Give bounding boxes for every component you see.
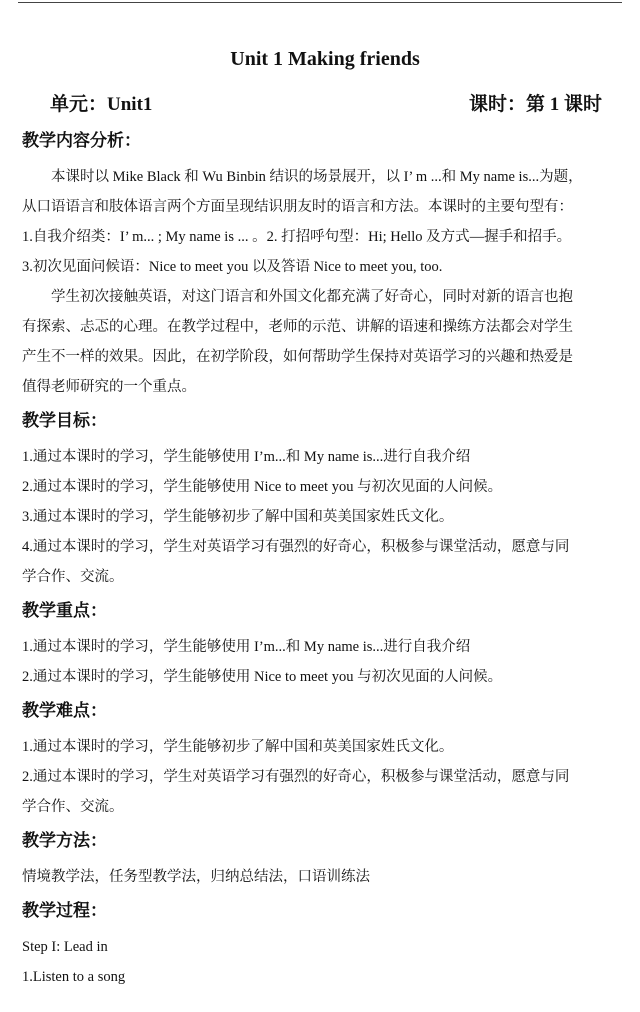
goals-section [22,408,628,592]
paragraph-line: 从口语语言和肢体语言两个方面呈现结识朋友时的语言和方法。本课时的主要句型有： [22,199,573,215]
list-item: 4.通过本课时的学习，学生对英语学习有强烈的好奇心，积极参与课堂活动，愿意与同 [22,539,570,555]
list-item: 1.通过本课时的学习，学生能够初步了解中国和英美国家姓氏文化。 [22,739,454,755]
document-page [22,44,628,998]
section-heading-analysis: 教学内容分析： [22,131,141,150]
list-item: 1.通过本课时的学习，学生能够使用 I’m...和 My name is...进行自我介绍 [22,449,471,465]
list-item: 2.通过本课时的学习，学生对英语学习有强烈的好奇心，积极参与课堂活动，愿意与同 [22,769,570,785]
section-heading-methods: 教学方法： [22,831,107,850]
unit-label: 单元：Unit1 [50,94,153,115]
section-heading-process: 教学过程： [22,901,107,920]
methods-section [22,828,628,892]
difficulties-section [22,698,628,822]
list-item: 1.Listen to a song [22,969,126,985]
paragraph-line: 学生初次接触英语，对这门语言和外国文化都充满了好奇心，同时对新的语言也抱 [51,289,573,305]
process-section [22,898,628,992]
section-heading-key-points: 教学重点： [22,601,107,620]
list-item: 学合作、交流。 [22,569,124,585]
list-item: 情境教学法，任务型教学法，归纳总结法，口语训练法 [22,869,370,885]
paragraph-line: 有探索、忐忑的心理。在教学过程中，老师的示范、讲解的语速和操练方法都会对学生 [22,319,573,335]
document-title: Unit 1 Making friends [230,48,420,70]
paragraph-line: 3.初次见面问候语：Nice to meet you 以及答语 Nice to meet you, too. [22,259,443,275]
section-heading-difficulties: 教学难点： [22,701,107,720]
list-item: Step I: Lead in [22,939,108,955]
list-item: 3.通过本课时的学习，学生能够初步了解中国和英美国家姓氏文化。 [22,509,454,525]
top-rule [18,2,622,3]
list-item: 1.通过本课时的学习，学生能够使用 I’m...和 My name is...进行自我介绍 [22,639,471,655]
paragraph-line: 值得老师研究的一个重点。 [22,379,196,395]
list-item: 2.通过本课时的学习，学生能够使用 Nice to meet you 与初次见面的人问候。 [22,479,503,495]
paragraph-line: 产生不一样的效果。因此，在初学阶段，如何帮助学生保持对英语学习的兴趣和热爱是 [22,349,573,365]
paragraph-line: 1.自我介绍类：I’ m... ; My name is ... 。2. 打招呼句型：Hi; Hello 及方式—握手和招手。 [22,229,572,245]
paragraph-line: 本课时以 Mike Black 和 Wu Binbin 结识的场景展开，以 I’ m ...和 My name is...为题， [51,169,583,185]
analysis-section [22,128,628,402]
key-points-section [22,598,628,692]
section-heading-goals: 教学目标： [22,411,107,430]
list-item: 学合作、交流。 [22,799,124,815]
meta-row [22,88,628,122]
lesson-label: 课时：第 1 课时 [468,94,602,115]
list-item: 2.通过本课时的学习，学生能够使用 Nice to meet you 与初次见面的人问候。 [22,669,503,685]
